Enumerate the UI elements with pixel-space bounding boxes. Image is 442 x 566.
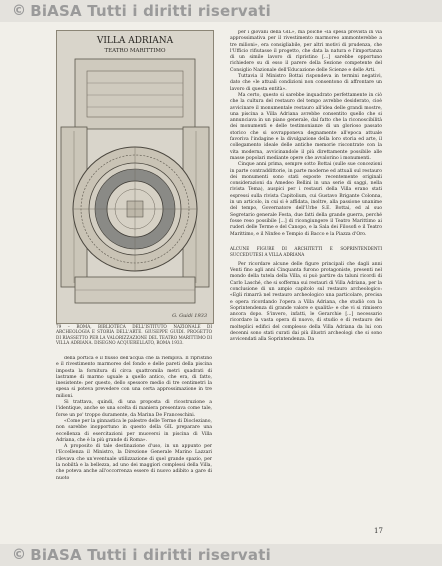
- paragraph: Tuttavia il Ministro Bottai rispondeva in termini negativi, dato che «le attuali condizioni non consentono di affrontare un lavoro di questa entità».: [230, 74, 382, 92]
- figure-plan-drawing: [56, 30, 214, 324]
- paragraph: Per ricordare alcune delle figure principali che dagli anni Venti fino agli anni Cinquanta furono protagoniste, presenti nel mondo della tutela della Villa, si può partire da taluni ricordi di Carlo Lasché, che si sofferma sui restauri di Villa Adriana, per la conclusione di un ampio capitolo sul restauro archeologico: «Egli rimarrà nel restauro archeologico una particolare, precisa e opera ricordando l'opera a Villa Adriana, che studiò con la Soprintendenza di grande valore e qualità» e che vi si rimisero ancora dopo. S'invero, infatti, le Gerarchie [...] necessario ricordare la vasta opera di nuovo, di studio e di restauro dei molteplici edifici del complesso della Villa Adriana da lui con decenni sono stati curati dai più illustri archeologi che si sono avvicendati alla Soprintendenza. Da: [230, 261, 382, 343]
- paragraph: della portica e il flusso dell'acqua che la riempiva. Il ripristino e il rivestimento marmoreo del fondo e delle pareti della piscina imposta la fornitura di circa quattromila metri quadrati di lastrame di marmo uguale a quello antico, che era, di fatto, inesistente: per questo, dello spessore medio di tre centimetri la spesa si poteva prevedere con una certa approssimazione in tre milioni.: [56, 356, 212, 399]
- figure-subtitle: TEATRO MARITTIMO: [104, 48, 166, 54]
- figure-caption: 79 – ROMA, BIBLIOTECA DELL'ISTITUTO NAZIONALE DI ARCHEOLOGIA E STORIA DELL'ARTE. GIUSEPPE GUIDI. PROGETTO DI RIASSETTO PER LA VALORIZZAZIONE DEL TEATRO MARITTIMO DI VILLA ADRIANA. DISEGNO ACQUERELLATO, ROMA 1933.: [56, 324, 212, 346]
- copyright-icon: ©: [12, 547, 27, 563]
- text-column-left: [56, 356, 212, 544]
- copyright-icon: ©: [12, 3, 27, 19]
- section-heading: ALCUNE FIGURE DI ARCHITETTI E SOPRINTENDENTI SUCCEDUTESI A VILLA ADRIANA: [230, 245, 382, 257]
- plan-drawing-illustration: [57, 31, 213, 323]
- figure-title: VILLA ADRIANA: [96, 36, 174, 46]
- text-column-right: [230, 30, 382, 544]
- watermark-top: [0, 0, 442, 22]
- page-number: 17: [374, 527, 383, 535]
- watermark-bottom: [0, 544, 442, 566]
- drawing-signature: G. Guidi 1933: [172, 313, 207, 319]
- paragraph: «Come per la ginnastica le palestre delle Terme di Diocleziano, non sarebbe inopportuno in questo della GIL preparare una eccellenza di esercitazioni per muoversi in piscina di Villa Adriana, che è la più grande di Roma».: [56, 418, 212, 443]
- paragraph: Si trattava, quindi, di una proposta di ricostruzione a l'identique, anche se una scelta di maniera presentava come tale, forse un po' troppo duramente, da Marina De Franceschini.: [56, 400, 212, 418]
- watermark-text: BiASA Tutti i diritti riservati: [30, 2, 271, 20]
- paragraph: Cinque anni prima, sempre sotto Bottai (sulle sue concezioni in parte contraddittorie, in parte moderne ed attuali sul restauro dei monumenti sono stati esposte recentemente originali considerazioni da Amedeo Bellini in una serie di saggi, nella rivista Tema), auspici per i restauri della Villa erano stati espressi sulla rivista Capitolium, cui Gustavo Brigante Colonna, in un articolo, in cui si è affidata, inoltre, alla passione unanime del tempo, Governatore dell'Urbe S.E. Bottai, ed al suo Segretario generale Festa, due fatti della grande guerra, perché fosse reso possibile [...] di ricongiungere il Teatro Marittimo ai ruderi delle Terme e del Canopo, e la Sala dei Filosofi e il Teatro Marittimo, e il Ninfeo e Tempio di Bacco e la Piazza d'Oro.: [230, 162, 382, 237]
- watermark-text: BiASA Tutti i diritti riservati: [30, 546, 271, 564]
- paragraph: per i giovani della GIL», ma poiché «la spesa prevista in via approssimativa per il rivestimento marmoreo ammonterebbe a tre milioni», era consigliabile, per altri motivi di prudenza, che l'Ufficio rifiutasse il progetto, che data la natura e l'importanza di un simile lavoro di ripristino [...] sarebbe opportuno richiedere su di esso il parere della Sezione competente del Consiglio Nazionale dell'Educazione delle Scienze e delle Arti.: [230, 30, 382, 73]
- paragraph: Ma certo, questo si sarebbe inquadrato perfettamente in ciò che la cultura del restauro del tempo avrebbe desiderato, cioè avvicinare il monumentale restauro all'idea delle grandi mostre, una piscina a Villa Adriana avrebbe consentito quello che si annunciava in un piano generale, dal fatto che la riconoscibilità dei monumenti e delle testimonianze di un glorioso passato storico che si sovrapponeva degnamente all'epoca attuale favoriva l'indagine e la divulgazione della loro storia ed arte, il collegamento ideale delle antiche memorie riscontrate con la vita moderna, avvicinandole il più direttamente possibile alle masse popolari mediante opere che avvalorino i monumenti.: [230, 92, 382, 161]
- paragraph: A proposito di tale destinazione d'uso, in un appunto per l'Eccellenza il Ministro, la Direzione Generale Marino Lazzari rilevava che un'eventuale utilizzazione di quel grande spazio, per la nobiltà e la bellezza, ad uno dei maggiori complessi della Villa, che poteva anche all'occorrenza essere di nuovo adibito a gare di nuoto: [56, 444, 212, 481]
